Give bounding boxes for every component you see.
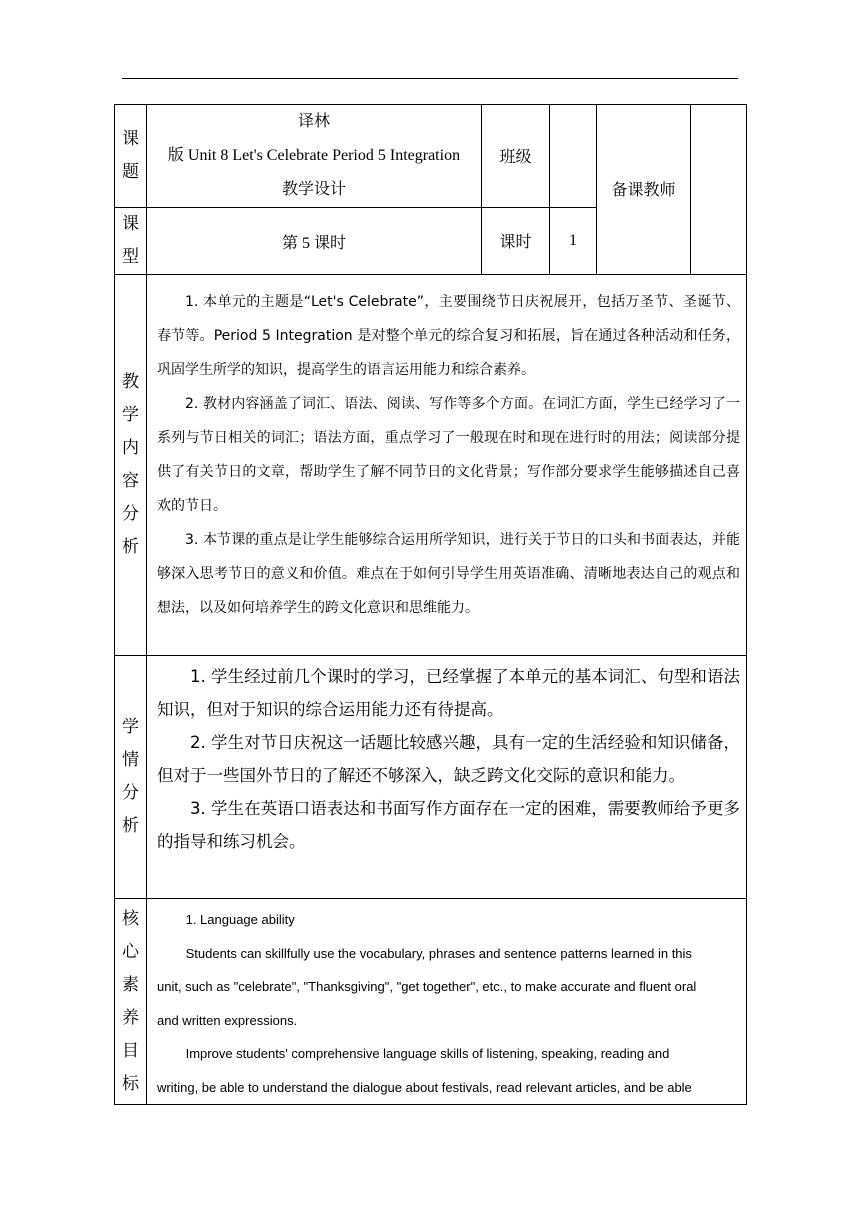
student-analysis-text <box>147 656 747 899</box>
type-label: 课 型 <box>115 208 147 275</box>
period-value: 1 <box>550 208 597 275</box>
core-goals-line: and written expressions. <box>157 1012 298 1028</box>
core-goals-text <box>147 899 747 1105</box>
content-analysis-text <box>147 275 747 656</box>
core-goals-line: 1. Language ability <box>185 912 295 927</box>
content-analysis-paragraph: 1. 本单元的主题是“Let's Celebrate”，主要围绕节日庆祝展开，包括万圣节、圣诞节、春节等。Period 5 Integration 是对整个单元的综合复习和拓展，旨在通过各种活动和任务，巩固学生所学的知识，提高学生的语言运用能力和综合素养。 <box>157 294 740 378</box>
student-analysis-paragraph: 2. 学生对节日庆祝这一话题比较感兴趣，具有一定的生活经验和知识储备，但对于一些国外节日的了解还不够深入，缺乏跨文化交际的意识和能力。 <box>157 733 740 785</box>
lesson-title-line-2: 版 Unit 8 Let's Celebrate Period 5 Integration <box>167 147 461 164</box>
class-value <box>550 105 597 208</box>
core-goals-line: Students can skillfully use the vocabulary, phrases and sentence patterns learned in this <box>185 945 692 961</box>
student-analysis-paragraph: 1. 学生经过前几个课时的学习，已经掌握了本单元的基本词汇、句型和语法知识，但对于知识的综合运用能力还有待提高。 <box>157 667 740 719</box>
lesson-title <box>147 105 482 208</box>
core-goals-line: Improve students' comprehensive language skills of listening, speaking, reading and <box>185 1046 670 1061</box>
student-analysis-paragraph: 3. 学生在英语口语表达和书面写作方面存在一定的困难，需要教师给予更多的指导和练习机会。 <box>157 799 740 851</box>
content-analysis-paragraph: 2. 教材内容涵盖了词汇、语法、阅读、写作等多个方面。在词汇方面，学生已经学习了一系列与节日相关的词汇；语法方面，重点学习了一般现在时和现在进行时的用法；阅读部分提供了有关节日的文章，帮助学生了解不同节日的文化背景；写作部分要求学生能够描述自己喜欢的节日。 <box>157 396 740 514</box>
content-analysis-label: 教 学 内 容 分 析 <box>115 275 147 656</box>
lesson-title-line-3: 教学设计 <box>281 181 346 198</box>
type-value: 第 5 课时 <box>147 208 482 275</box>
core-goals-line: unit, such as "celebrate", "Thanksgiving", "get together", etc., to make accurate and fluent oral <box>157 979 697 994</box>
content-analysis-row <box>115 275 747 656</box>
content-analysis-paragraph: 3. 本节课的重点是让学生能够综合运用所学知识，进行关于节日的口头和书面表达，并能够深入思考节日的意义和价值。难点在于如何引导学生用英语准确、清晰地表达自己的观点和想法，以及如何培养学生的跨文化意识和思维能力。 <box>157 532 740 616</box>
core-goals-label: 核 心 素 养 目 标 <box>115 899 147 1105</box>
core-goals-row <box>115 899 747 1105</box>
class-label: 班级 <box>482 105 550 208</box>
title-label: 课 题 <box>115 105 147 208</box>
student-analysis-label: 学 情 分 析 <box>115 656 147 899</box>
lesson-title-line-1: 译林 <box>297 113 330 130</box>
student-analysis-row <box>115 656 747 899</box>
period-label: 课时 <box>482 208 550 275</box>
title-row <box>115 105 747 208</box>
core-goals-line: writing, be able to understand the dialogue about festivals, read relevant articles, and be able <box>157 1079 692 1095</box>
header-rule <box>122 78 738 79</box>
teacher-value <box>691 105 747 275</box>
lesson-plan-table <box>114 104 747 1105</box>
teacher-label: 备课教师 <box>597 105 691 275</box>
